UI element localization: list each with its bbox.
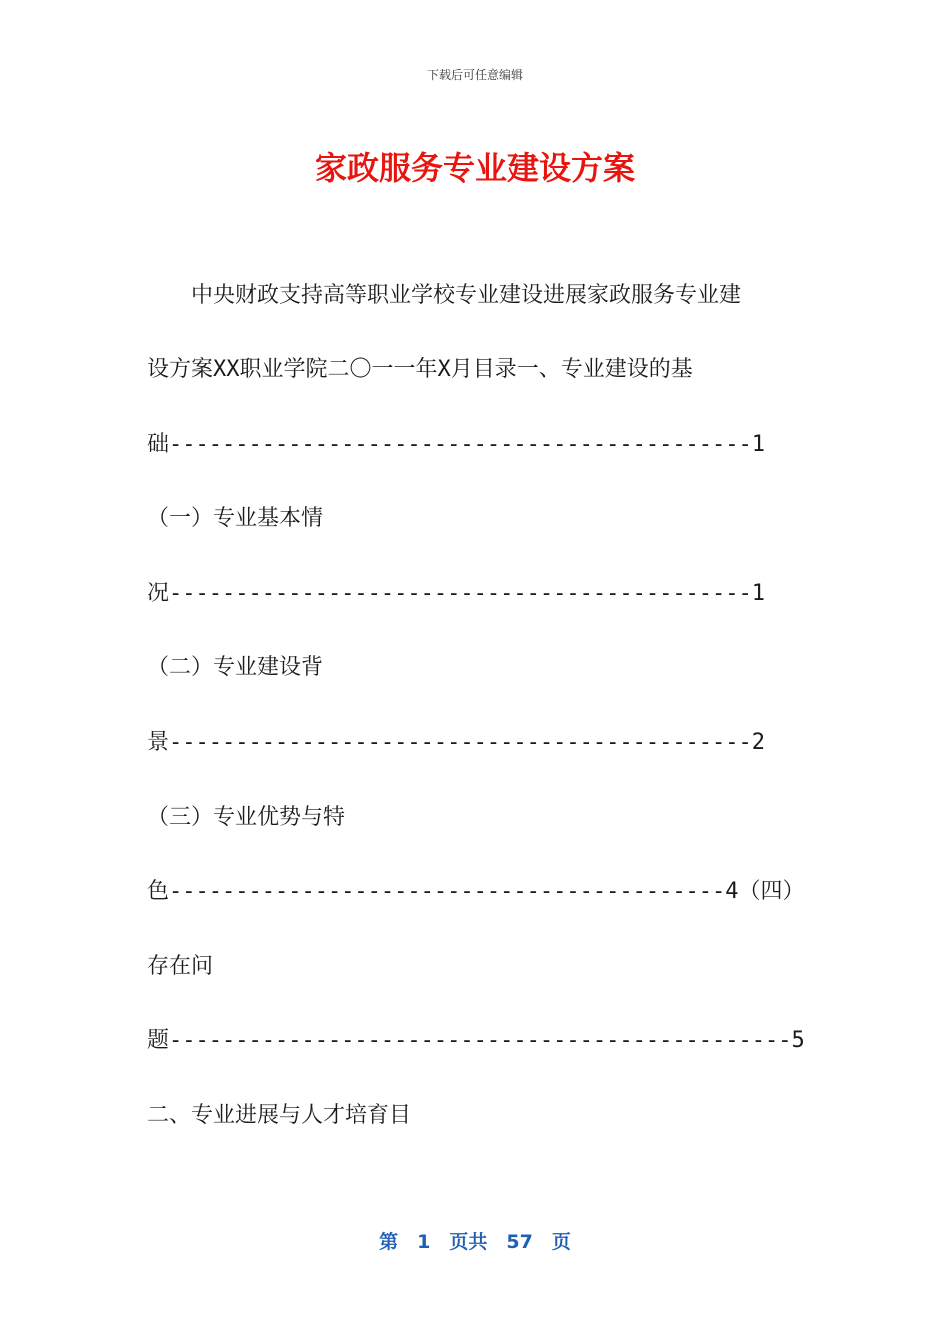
toc-line-1-3-page: 色------------------------------------------4（四）: [147, 879, 805, 904]
toc-line-1-2: （二）专业建设背: [147, 655, 324, 680]
header-note: 下载后可任意编辑: [426, 68, 523, 82]
body-line-1: 中央财政支持高等职业学校专业建设进展家政服务专业建: [147, 283, 742, 308]
document-title: 家政服务专业建设方案: [314, 149, 635, 187]
toc-line-1-4-page: 题-----------------------------------------------5: [147, 1028, 805, 1053]
body-line-2: 设方案XX职业学院二〇一一年X月目录一、专业建设的基: [147, 357, 693, 382]
toc-line-1-4: 存在问: [147, 954, 214, 979]
page-footer: 第 1 页共 57 页: [379, 1231, 571, 1253]
toc-line-basis: 础--------------------------------------------1: [147, 432, 766, 457]
toc-line-1-3: （三）专业优势与特: [147, 805, 346, 830]
toc-line-2: 二、专业进展与人才培育目: [147, 1103, 412, 1128]
toc-line-1-1-page: 况--------------------------------------------1: [147, 581, 766, 606]
toc-line-1-1: （一）专业基本情: [147, 506, 324, 531]
toc-line-1-2-page: 景--------------------------------------------2: [147, 730, 766, 755]
